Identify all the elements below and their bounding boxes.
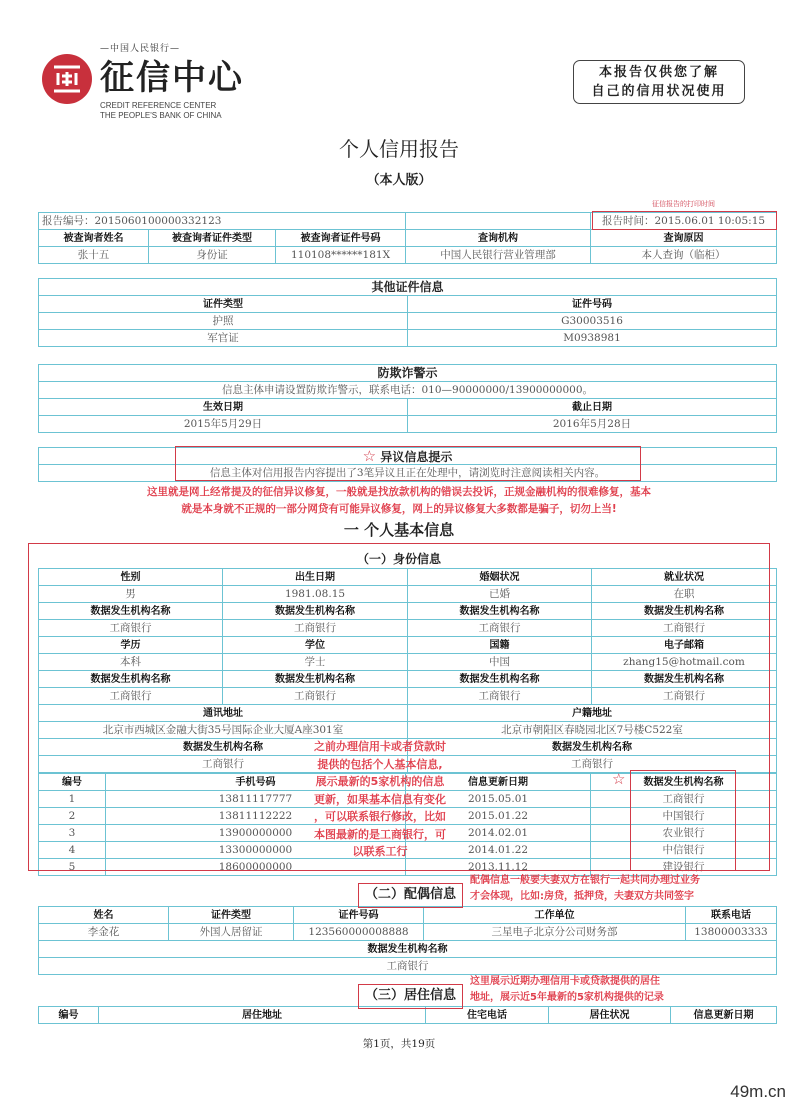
header-cell: 生效日期 xyxy=(39,399,408,416)
dispute-highlight xyxy=(175,446,641,481)
table-cell: 2014.01.22 xyxy=(406,842,591,859)
header-cell: 工作单位 xyxy=(424,907,686,924)
annotation-line: 以联系工行 xyxy=(352,845,408,858)
header-cell: 住宅电话 xyxy=(426,1007,549,1024)
header-cell: 证件类型 xyxy=(169,907,294,924)
header-cell: 居住状况 xyxy=(549,1007,671,1024)
header-cell: 数据发生机构名称 xyxy=(408,739,777,756)
table-cell: 2015.01.22 xyxy=(406,808,591,825)
annotation-line: 本图最新的是工商银行，可 xyxy=(314,827,446,841)
table-cell: 13900000000 xyxy=(106,825,406,842)
header-cell: 数据发生机构名称 xyxy=(591,774,777,791)
header-cell: 户籍地址 xyxy=(408,705,777,722)
table-row xyxy=(39,1007,777,1024)
header-cell: 编号 xyxy=(39,1007,99,1024)
table-cell: 工商银行 xyxy=(591,791,777,808)
annotation-line: 这里展示近期办理信用卡或贷款提供的居住 xyxy=(470,976,660,987)
table-cell: 工商银行 xyxy=(592,688,777,705)
table-cell: 13811112222 xyxy=(106,808,406,825)
header-cell: 就业状况 xyxy=(592,569,777,586)
page-number: 第1页，共19页 xyxy=(362,1038,436,1050)
table-cell: 护照 xyxy=(39,313,408,330)
spouse-title: （二）配偶信息 xyxy=(358,883,463,908)
table-cell: 信息主体申请设置防欺诈警示，联系电话：010—90000000/13900000000。 xyxy=(39,382,777,399)
header-cell: 数据发生机构名称 xyxy=(39,603,223,620)
star-icon: ☆ xyxy=(612,770,626,788)
header-cell: 信息更新日期 xyxy=(406,774,591,791)
table-cell: 中国 xyxy=(408,654,592,671)
header-cell: 被查询者姓名 xyxy=(39,230,149,247)
header-cell: 性别 xyxy=(39,569,223,586)
table-cell: 北京市西城区金融大街35号国际企业大厦A座301室 xyxy=(39,722,408,739)
table-cell: 李金花 xyxy=(39,924,169,941)
table-cell: 2013.11.12 xyxy=(406,859,591,876)
table-cell: 工商银行 xyxy=(408,756,777,773)
table-row xyxy=(39,279,777,296)
table-cell: 3 xyxy=(39,825,106,842)
header-cell: 数据发生机构名称 xyxy=(39,671,223,688)
header-cell: 学位 xyxy=(223,637,408,654)
stamp-line-2: 自己的信用状况使用 xyxy=(591,84,727,99)
table-cell: 农业银行 xyxy=(591,825,777,842)
usage-stamp xyxy=(573,60,745,104)
table-cell: M0938981 xyxy=(408,330,777,347)
annotation-line: 才会体现，比如:房贷，抵押贷，夫妻双方共同签字 xyxy=(470,891,694,902)
section-personal-basic-info: 一 个人基本信息 xyxy=(343,521,455,539)
annotation-line: 这里就是网上经常提及的征信异议修复，一般就是找放款机构的错误去投诉，正规金融机构的很难修复，基本 xyxy=(147,486,651,498)
header-cell: 查询原因 xyxy=(591,230,777,247)
table-cell: 已婚 xyxy=(408,586,592,603)
header-cell: 数据发生机构名称 xyxy=(39,941,777,958)
header-cell: 姓名 xyxy=(39,907,169,924)
dispute-annotation xyxy=(0,484,798,518)
table-cell: 工商银行 xyxy=(592,620,777,637)
table-cell: 工商银行 xyxy=(39,688,223,705)
header-cell: 截止日期 xyxy=(408,399,777,416)
dispute-title: 异议信息提示 xyxy=(380,449,453,464)
table-cell: 工商银行 xyxy=(223,620,408,637)
annotation-line: 提供的包括个人基本信息, xyxy=(317,757,443,771)
table-row xyxy=(39,382,777,399)
header-cell: 其他证件信息 xyxy=(39,279,777,296)
residence-title: （三）居住信息 xyxy=(358,984,463,1009)
header-cell: 查询机构 xyxy=(406,230,591,247)
header-cell: 被查询者证件号码 xyxy=(276,230,406,247)
star-icon: ☆ xyxy=(362,447,377,465)
table-row xyxy=(39,924,777,941)
table-cell: 13800003333 xyxy=(686,924,777,941)
header-cell: 国籍 xyxy=(408,637,592,654)
header-cell: 婚姻状况 xyxy=(408,569,592,586)
table-cell: 男 xyxy=(39,586,223,603)
site-watermark: 49m.cn xyxy=(726,1080,790,1104)
identity-title: （一）身份信息 xyxy=(356,552,441,566)
table-cell: 张十五 xyxy=(39,247,149,264)
table-cell: 1981.08.15 xyxy=(223,586,408,603)
annotation-line: 配偶信息一般要夫妻双方在银行一起共同办理过业务 xyxy=(470,875,700,886)
header-cell: 联系电话 xyxy=(686,907,777,924)
table-cell: 工商银行 xyxy=(223,688,408,705)
stamp-line-1: 本报告仅供您了解 xyxy=(598,65,719,80)
annotation-line: 展示最新的5家机构的信息 xyxy=(315,775,445,788)
header-cell: 数据发生机构名称 xyxy=(223,603,408,620)
table-cell: zhang15@hotmail.com xyxy=(592,654,777,671)
logo-english-2: THE PEOPLE'S BANK OF CHINA xyxy=(100,111,222,120)
table-cell: 北京市朝阳区春晓园北区7号楼C522室 xyxy=(408,722,777,739)
header-cell: 数据发生机构名称 xyxy=(39,739,408,756)
header-cell: 数据发生机构名称 xyxy=(408,603,592,620)
table-cell: 123560000008888 xyxy=(294,924,424,941)
annotation-line: 地址，展示近5年最新的5家机构提供的记录 xyxy=(470,992,664,1003)
header-cell: 信息更新日期 xyxy=(671,1007,777,1024)
table-row xyxy=(39,313,777,330)
logo-english-1: CREDIT REFERENCE CENTER xyxy=(100,101,217,110)
table-cell: 三星电子北京分公司财务部 xyxy=(424,924,686,941)
print-time-note: 征信报告的打印时间 xyxy=(652,200,715,208)
table-cell: 13811117777 xyxy=(106,791,406,808)
table-row xyxy=(39,399,777,416)
spouse-table xyxy=(38,906,777,975)
table-cell: 工商银行 xyxy=(39,958,777,975)
table-row xyxy=(39,330,777,347)
report-subtitle: （本人版） xyxy=(366,173,432,188)
identity-annotation xyxy=(290,738,470,861)
table-row xyxy=(39,907,777,924)
header-cell: 通讯地址 xyxy=(39,705,408,722)
table-cell: 2 xyxy=(39,808,106,825)
table-cell: 2015年5月29日 xyxy=(39,416,408,433)
table-row xyxy=(39,941,777,958)
header-cell: 学历 xyxy=(39,637,223,654)
table-cell: 5 xyxy=(39,859,106,876)
table-row xyxy=(39,247,777,264)
report-time-highlight xyxy=(592,211,777,230)
header-cell: 数据发生机构名称 xyxy=(592,671,777,688)
table-cell: 报告编号：2015060100000332123 xyxy=(39,213,406,230)
table-cell: 2014.02.01 xyxy=(406,825,591,842)
table-row xyxy=(39,230,777,247)
logo-title: 征信中心 xyxy=(100,58,244,98)
header-cell: 证件号码 xyxy=(408,296,777,313)
table-cell: 13300000000 xyxy=(106,842,406,859)
bank-column-highlight xyxy=(630,770,736,871)
table-cell: 建设银行 xyxy=(591,859,777,876)
table-cell: 中国银行 xyxy=(591,808,777,825)
header-cell: 电子邮箱 xyxy=(592,637,777,654)
header-cell: 证件号码 xyxy=(294,907,424,924)
table-cell: 中国人民银行营业管理部 xyxy=(406,247,591,264)
table-row xyxy=(39,958,777,975)
table-cell: 工商银行 xyxy=(408,688,592,705)
table-cell: 军官证 xyxy=(39,330,408,347)
header-cell: 居住地址 xyxy=(99,1007,426,1024)
annotation-line: 更新，如果基本信息有变化 xyxy=(314,792,446,806)
table-cell: 本人查询（临柜） xyxy=(591,247,777,264)
table-cell xyxy=(406,213,591,230)
table-row xyxy=(39,365,777,382)
table-cell: 110108******181X xyxy=(276,247,406,264)
spouse-annotation xyxy=(470,873,700,905)
table-cell: 工商银行 xyxy=(39,620,223,637)
table-cell: 信息主体对信用报告内容提出了3笔异议且正在处理中，请浏览时注意阅读相关内容。 xyxy=(39,465,777,482)
residence-annotation xyxy=(470,974,664,1006)
logo-bank-name: —中国人民银行— xyxy=(100,44,181,54)
header-cell: 被查询者证件类型 xyxy=(149,230,276,247)
table-cell: G30003516 xyxy=(408,313,777,330)
header-cell: 数据发生机构名称 xyxy=(408,671,592,688)
header-cell: 手机号码 xyxy=(106,774,406,791)
header-cell: 编号 xyxy=(39,774,106,791)
table-cell: 学士 xyxy=(223,654,408,671)
annotation-line: 之前办理信用卡或者贷款时 xyxy=(314,740,446,753)
annotation-line: ，可以联系银行修改，比如 xyxy=(314,810,446,823)
header-cell: 证件类型 xyxy=(39,296,408,313)
table-cell: 1 xyxy=(39,791,106,808)
annotation-line: 就是本身就不正规的一部分网贷有可能异议修复，网上的异议修复大多数都是骗子，切勿上当! xyxy=(181,503,617,515)
table-row xyxy=(39,296,777,313)
other-ids-table xyxy=(38,278,777,347)
table-cell: 18600000000 xyxy=(106,859,406,876)
header-cell: 出生日期 xyxy=(223,569,408,586)
table-cell: 2016年5月28日 xyxy=(408,416,777,433)
table-cell: 4 xyxy=(39,842,106,859)
table-cell: 工商银行 xyxy=(408,620,592,637)
report-title: 个人信用报告 xyxy=(339,137,459,161)
table-cell: 中信银行 xyxy=(591,842,777,859)
header-cell: 防欺诈警示 xyxy=(39,365,777,382)
credit-center-logo-icon xyxy=(40,52,94,106)
table-cell: 报告时间：2015.06.01 10:05:15 xyxy=(591,213,777,230)
table-cell: 身份证 xyxy=(149,247,276,264)
table-row xyxy=(39,416,777,433)
table-cell: 2015.05.01 xyxy=(406,791,591,808)
table-cell: 外国人居留证 xyxy=(169,924,294,941)
table-cell: 在职 xyxy=(592,586,777,603)
header-cell: 数据发生机构名称 xyxy=(223,671,408,688)
anti-fraud-table xyxy=(38,364,777,433)
header-cell: 数据发生机构名称 xyxy=(592,603,777,620)
table-cell: 本科 xyxy=(39,654,223,671)
table-cell: 工商银行 xyxy=(39,756,408,773)
